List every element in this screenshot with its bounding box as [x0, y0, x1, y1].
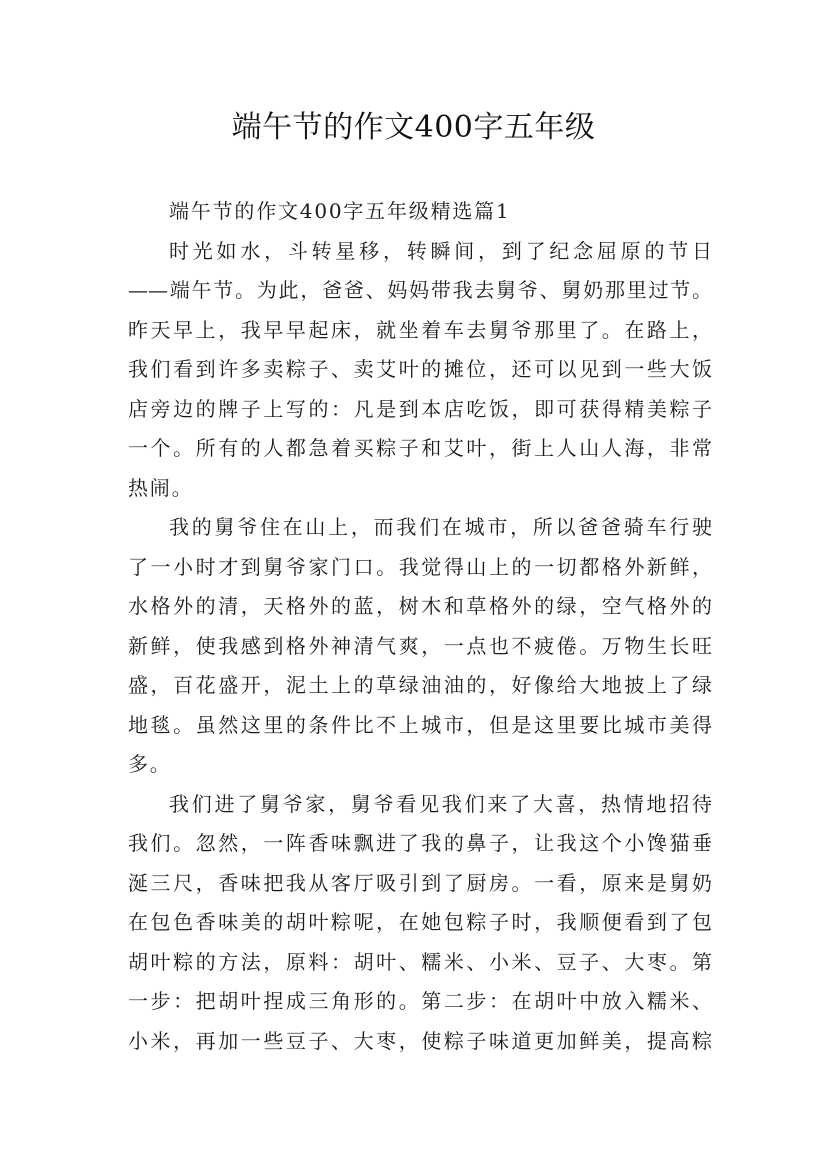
paragraph-line: 一个。所有的人都急着买粽子和艾叶，街上人山人海，非常	[128, 436, 712, 460]
paragraph-line: 一步：把胡叶捏成三角形的。第二步：在胡叶中放入糯米、	[128, 989, 712, 1013]
paragraph-line: 我的舅爷住在山上，而我们在城市，所以爸爸骑车行驶	[169, 515, 712, 539]
document-title: 端午节的作文400字五年级	[231, 110, 596, 145]
paragraph-line: 我们看到许多卖粽子、卖艾叶的摊位，还可以见到一些大饭	[128, 357, 712, 381]
document-body	[128, 192, 712, 1061]
paragraph-line: 地毯。虽然这里的条件比不上城市，但是这里要比城市美得	[128, 712, 712, 737]
paragraph-line: 时光如水，斗转星移，转瞬间，到了纪念屈原的节日	[169, 238, 712, 263]
section-subtitle: 端午节的作文400字五年级精选篇1	[169, 199, 511, 223]
paragraph-line: 新鲜，使我感到格外神清气爽，一点也不疲倦。万物生长旺	[128, 633, 712, 658]
paragraph-line: 盛，百花盛开，泥土上的草绿油油的，好像给大地披上了绿	[128, 673, 712, 697]
paragraph-line: 水格外的清，天格外的蓝，树木和草格外的绿，空气格外的	[128, 594, 712, 618]
paragraph-line: 热闹。	[128, 475, 194, 500]
paragraph-line: 多。	[128, 752, 172, 776]
paragraph-line: 小米，再加一些豆子、大枣，使粽子味道更加鲜美，提高粽	[128, 1028, 712, 1053]
paragraph-line: 涎三尺，香味把我从客厅吸引到了厨房。一看，原来是舅奶	[128, 870, 712, 895]
paragraph-line: 昨天早上，我早早起床，就坐着车去舅爷那里了。在路上，	[128, 317, 712, 342]
paragraph-line: ——端午节。为此，爸爸、妈妈带我去舅爷、舅奶那里过节。	[128, 278, 712, 302]
paragraph-3	[128, 785, 712, 1062]
paragraph-line: 在包色香味美的胡叶粽呢，在她包粽子时，我顺便看到了包	[128, 910, 712, 934]
paragraph-line: 我们。忽然，一阵香味飘进了我的鼻子，让我这个小馋猫垂	[128, 831, 712, 855]
paragraph-1	[128, 232, 712, 509]
paragraph-line: 胡叶粽的方法，原料：胡叶、糯米、小米、豆子、大枣。第	[128, 949, 712, 974]
paragraph-line: 我们进了舅爷家，舅爷看见我们来了大喜，热情地招待	[169, 791, 712, 816]
paragraph-2	[128, 508, 712, 785]
paragraph-line: 店旁边的牌子上写的：凡是到本店吃饭，即可获得精美粽子	[128, 396, 712, 421]
paragraph-line: 了一小时才到舅爷家门口。我觉得山上的一切都格外新鲜，	[128, 554, 712, 579]
